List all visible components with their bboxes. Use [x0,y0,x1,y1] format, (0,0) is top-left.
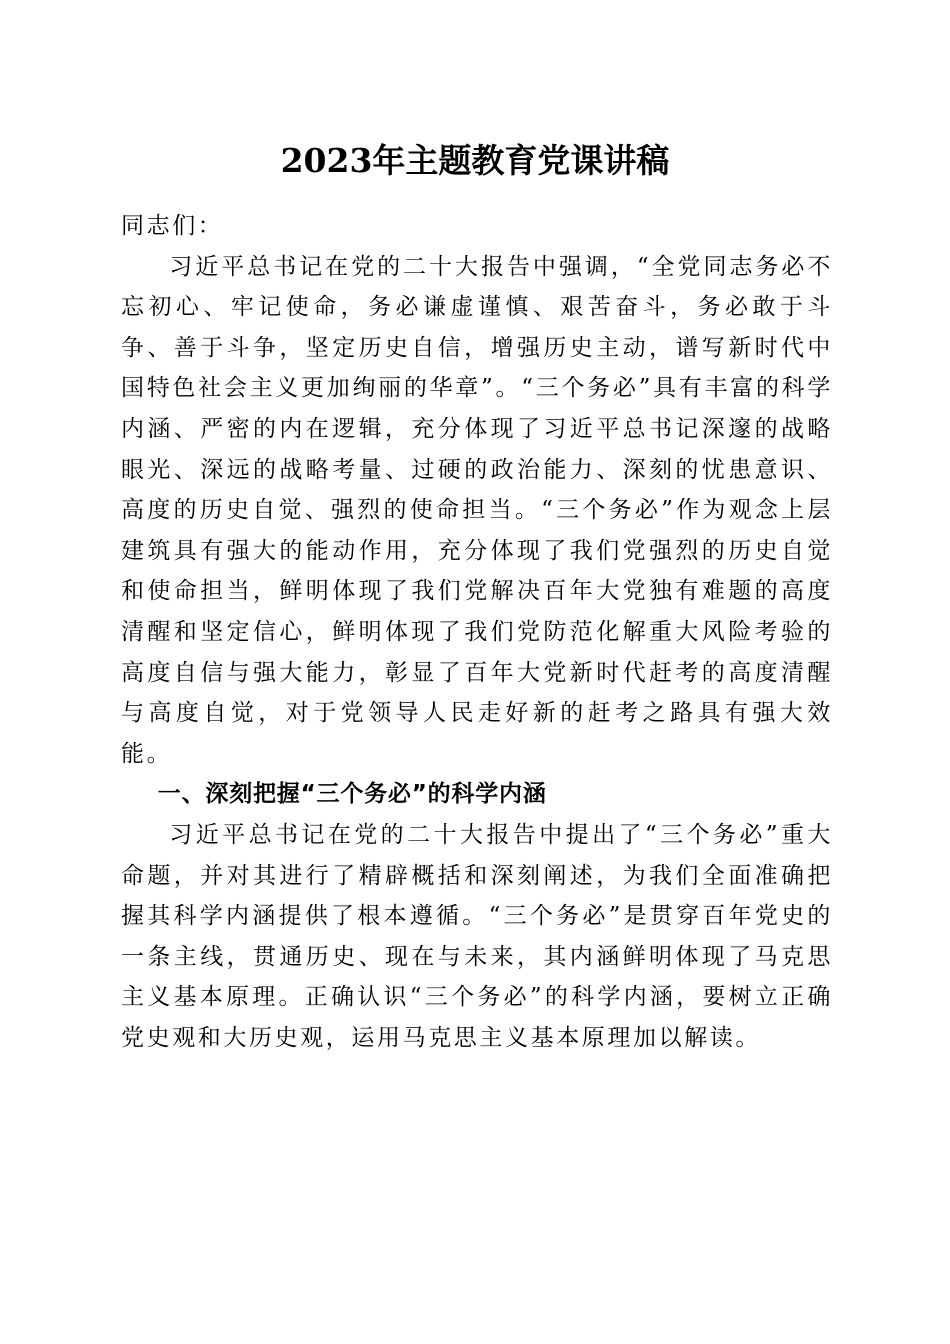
intro-paragraph: 习近平总书记在党的二十大报告中强调，“全党同志务必不忘初心、牢记使命，务必谦虚谨慎、艰苦奋斗，务必敢于斗争、善于斗争，坚定历史自信，增强历史主动，谱写新时代中国特色社会主义更加绚丽的华章”。“三个务必”具有丰富的科学内涵、严密的内在逻辑，充分体现了习近平总书记深邃的战略眼光、深远的战略考量、过硬的政治能力、深刻的忧患意识、高度的历史自觉、强烈的使命担当。“三个务必”作为观念上层建筑具有强大的能动作用，充分体现了我们党强烈的历史自觉和使命担当，鲜明体现了我们党解决百年大党独有难题的高度清醒和坚定信心，鲜明体现了我们党防范化解重大风险考验的高度自信与强大能力，彰显了百年大党新时代赶考的高度清醒与高度自觉，对于党领导人民走好新的赶考之路具有强大效能。 [121,253,833,767]
salutation: 同志们： [121,213,224,239]
document-body [121,206,833,1058]
section-1-paragraph: 习近平总书记在党的二十大报告中提出了“三个务必”重大命题，并对其进行了精辟概括和深刻阐述，为我们全面准确把握其科学内涵提供了根本遵循。“三个务必”是贯穿百年党史的一条主线，贯通历史、现在与未来，其内涵鲜明体现了马克思主义基本原理。正确认识“三个务必”的科学内涵，要树立正确党史观和大历史观，运用马克思主义基本原理加以解读。 [121,821,833,1051]
section-heading-1: 一、深刻把握“三个务必”的科学内涵 [157,781,547,808]
document-title: 2023年主题教育党课讲稿 [280,141,670,180]
